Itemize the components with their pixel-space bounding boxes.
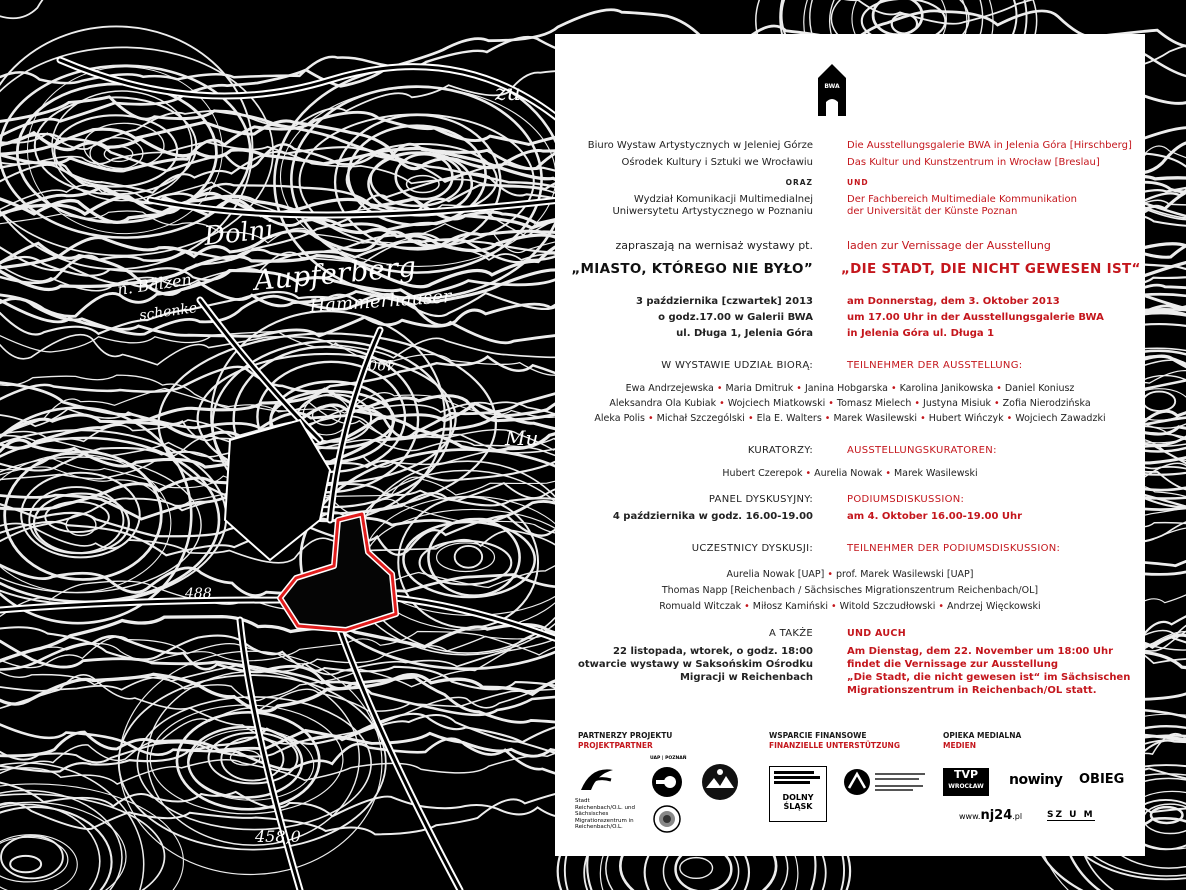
discussants-line-2 — [555, 583, 1145, 599]
pl-participants-label: W WYSTAWIE UDZIAŁ BIORĄ: — [661, 360, 813, 371]
pl-panel-date: 4 października w godz. 16.00-19.00 — [612, 511, 813, 522]
discussant-name: Miłosz Kamiński — [752, 601, 828, 612]
pl-oraz: ORAZ — [785, 178, 813, 187]
pl-org3-line2: Uniwersytetu Artystycznego w Poznaniu — [612, 206, 813, 217]
de-invite: laden zur Vernissage der Ausstellung — [847, 239, 1051, 252]
separator-dot-icon: • — [917, 413, 929, 424]
de-panel-date: am 4. Oktober 16.00-19.00 Uhr — [847, 511, 1023, 522]
de-discussants-label: TEILNEHMER DER PODIUMSDISKUSSION: — [847, 543, 1061, 554]
nj24-logo — [959, 808, 1022, 823]
participant-name: Wojciech Miatkowski — [727, 398, 826, 409]
map-label-aupferberg: Aupferberg — [252, 249, 418, 297]
de-also-label: UND AUCH — [847, 628, 906, 639]
foundation-logo-icon — [843, 768, 871, 796]
participant-name: Maria Dmitruk — [725, 383, 794, 394]
separator-dot-icon: • — [825, 398, 837, 409]
separator-dot-icon: • — [1003, 413, 1016, 424]
separator-dot-icon: • — [990, 398, 1003, 409]
participant-name: Justyna Misiuk — [923, 398, 991, 409]
discussant-name: Aurelia Nowak [UAP] — [726, 569, 825, 580]
de-title: „DIE STADT, DIE NICHT GEWESEN IST“ — [841, 261, 1141, 277]
map-label-488: 488 — [185, 586, 212, 602]
pl-date-line2: o godz.17.00 w Galerii BWA — [658, 312, 813, 323]
map-label-balzen: n. Bälzen — [115, 269, 193, 299]
nj24-prefix: www. — [959, 812, 981, 821]
de-participants-label: TEILNEHMER DER AUSSTELLUNG: — [847, 360, 1023, 371]
pl-also-line2: otwarcie wystawy w Saksońskim Ośrodku — [577, 659, 813, 670]
reichenbach-caption: Stadt Reichenbach/O.L. und Sächsisches Migrationszentrum in Reichenbach/O.L. — [575, 798, 635, 830]
foundation-text-icon — [875, 771, 931, 793]
pl-also-line1: 22 listopada, wtorek, o godz. 18:00 — [613, 646, 813, 657]
pl-org3-line1: Wydział Komunikacji Multimedialnej — [633, 194, 813, 205]
pl-also-line3: Migracji w Reichenbach — [679, 672, 813, 683]
pl-title: „MIASTO, KTÓREGO NIE BYŁO” — [571, 261, 813, 277]
pl-panel-label: PANEL DYSKUSYJNY: — [708, 494, 813, 505]
discussants-line-1 — [555, 567, 1145, 583]
participants-row-3 — [555, 411, 1145, 427]
pl-invite: zapraszają na wernisaż wystawy pt. — [615, 239, 813, 252]
nj24-suffix: .pl — [1012, 812, 1023, 821]
map-label-mu: Mu — [505, 426, 539, 450]
reichenbach-logo-icon — [577, 764, 617, 796]
map-label-458: 458,0 — [255, 827, 301, 846]
seal-logo-icon — [652, 804, 682, 834]
map-label-490: 490 — [368, 356, 395, 372]
separator-dot-icon: • — [911, 398, 924, 409]
tvp-wroclaw-logo — [943, 768, 989, 796]
de-panel-label: PODIUMSDISKUSSION: — [847, 494, 965, 505]
participant-name: Michał Szczególski — [656, 413, 745, 424]
dolny-text: DOLNY — [782, 793, 814, 802]
wroclaw-text: WROCŁAW — [948, 783, 984, 790]
participant-name: Ela E. Walters — [756, 413, 822, 424]
participant-name: Wojciech Zawadzki — [1015, 413, 1106, 424]
uap-logo-icon — [651, 766, 683, 798]
nowiny-logo: nowiny — [1009, 772, 1063, 788]
separator-dot-icon: • — [741, 601, 753, 612]
pl-org1: Biuro Wystaw Artystycznych w Jeleniej Górze — [587, 140, 813, 151]
participant-name: Daniel Koniusz — [1004, 383, 1075, 394]
de-org2: Das Kultur und Kunstzentrum in Wrocław [Breslau] — [847, 157, 1100, 168]
separator-dot-icon: • — [645, 413, 657, 424]
participant-name: Marek Wasilewski — [833, 413, 918, 424]
discussant-name: prof. Marek Wasilewski [UAP] — [836, 569, 974, 580]
map-label-dolni: Dolni — [202, 214, 276, 252]
pl-date-line1: 3 października [czwartek] 2013 — [635, 296, 813, 307]
separator-dot-icon: • — [821, 413, 834, 424]
participant-name: Karolina Janikowska — [899, 383, 994, 394]
de-also-line4: Migrationszentrum in Reichenbach/OL statt. — [847, 685, 1097, 696]
discussant-name: Romuald Witczak — [659, 601, 742, 612]
pl-date-line3: ul. Długa 1, Jelenia Góra — [676, 328, 813, 339]
media-heading: OPIEKA MEDIALNA MEDIEN — [943, 731, 1022, 750]
separator-dot-icon: • — [713, 383, 726, 394]
de-org3-line2: der Universität der Künste Poznan — [847, 206, 1018, 217]
map-label-zu: zu — [495, 81, 521, 106]
obieg-logo: OBIEG — [1079, 772, 1125, 787]
participant-name: Janina Hobgarska — [804, 383, 888, 394]
szum-logo: SZ U M — [1047, 810, 1095, 820]
de-also-line2: findet die Vernissage zur Ausstellung — [847, 659, 1059, 670]
uap-caption: UAP | POZNAŃ — [650, 756, 687, 761]
invitation-panel — [555, 34, 1145, 856]
participant-name: Aleka Polis — [594, 413, 645, 424]
discussant-name: Thomas Napp [Reichenbach / Sächsisches Migrationszentrum Reichenbach/OL] — [661, 585, 1039, 596]
dolny-slask-logo — [769, 766, 827, 822]
pl-curators-label: KURATORZY: — [747, 445, 813, 456]
curator-name: Aurelia Nowak — [814, 468, 883, 479]
curators-list — [555, 466, 1145, 482]
curator-name: Marek Wasilewski — [893, 468, 978, 479]
map-label-schenke: schenke — [138, 300, 199, 324]
bwa-logo-text: BWA — [824, 83, 840, 90]
separator-dot-icon: • — [802, 468, 815, 479]
de-org1: Die Ausstellungsgalerie BWA in Jelenia Góra [Hirschberg] — [847, 140, 1132, 151]
fund-stripes-icon — [770, 767, 826, 789]
de-org3-line1: Der Fachbereich Multimediale Kommunikation — [847, 194, 1077, 205]
separator-dot-icon: • — [828, 601, 840, 612]
de-also-line3: „Die Stadt, die nicht gewesen ist“ im Sächsischen — [847, 672, 1131, 683]
participant-name: Hubert Wińczyk — [928, 413, 1004, 424]
discussant-name: Witold Szczudłowski — [839, 601, 936, 612]
de-date-line1: am Donnerstag, dem 3. Oktober 2013 — [847, 296, 1060, 307]
bwa-logo-icon — [816, 64, 848, 116]
separator-dot-icon: • — [882, 468, 894, 479]
partners-heading: PARTNERZY PROJEKTU PROJEKTPARTNER — [578, 731, 673, 750]
pl-discussants-label: UCZESTNICY DYSKUSJI: — [691, 543, 813, 554]
separator-dot-icon: • — [993, 383, 1005, 394]
separator-dot-icon: • — [824, 569, 836, 580]
participant-name: Zofia Nierodzińska — [1002, 398, 1091, 409]
participant-name: Tomasz Mielech — [836, 398, 912, 409]
participants-row-1 — [555, 381, 1145, 397]
separator-dot-icon: • — [793, 383, 805, 394]
separator-dot-icon: • — [887, 383, 900, 394]
discussant-name: Andrzej Więckowski — [947, 601, 1041, 612]
tvp-text: TVP — [953, 768, 979, 781]
participant-name: Ewa Andrzejewska — [625, 383, 714, 394]
de-und: UND — [847, 178, 869, 187]
de-date-line3: in Jelenia Góra ul. Długa 1 — [847, 328, 995, 339]
slask-text: ŚLĄSK — [783, 802, 813, 811]
map-label-hammer: Hammerhauser — [308, 286, 453, 317]
separator-dot-icon: • — [716, 398, 728, 409]
de-curators-label: AUSSTELLUNGSKURATOREN: — [847, 445, 997, 456]
de-date-line2: um 17.00 Uhr in der Ausstellungsgalerie BWA — [847, 312, 1104, 323]
curator-name: Hubert Czerepok — [722, 468, 803, 479]
discussants-line-3 — [555, 599, 1145, 615]
pl-also-label: A TAKŻE — [768, 628, 813, 639]
finance-heading: WSPARCIE FINANSOWE FINANZIELLE UNTERSTÜTZUNG — [769, 731, 900, 750]
pl-org2: Ośrodek Kultury i Sztuki we Wrocławiu — [621, 157, 813, 168]
de-also-line1: Am Dienstag, dem 22. November um 18:00 Uhr — [847, 646, 1114, 657]
separator-dot-icon: • — [935, 601, 948, 612]
nj24-mid: nj24 — [980, 808, 1013, 823]
participants-row-2 — [555, 396, 1145, 412]
separator-dot-icon: • — [744, 413, 757, 424]
region-logo-icon — [700, 762, 740, 804]
participant-name: Aleksandra Ola Kubiak — [609, 398, 717, 409]
